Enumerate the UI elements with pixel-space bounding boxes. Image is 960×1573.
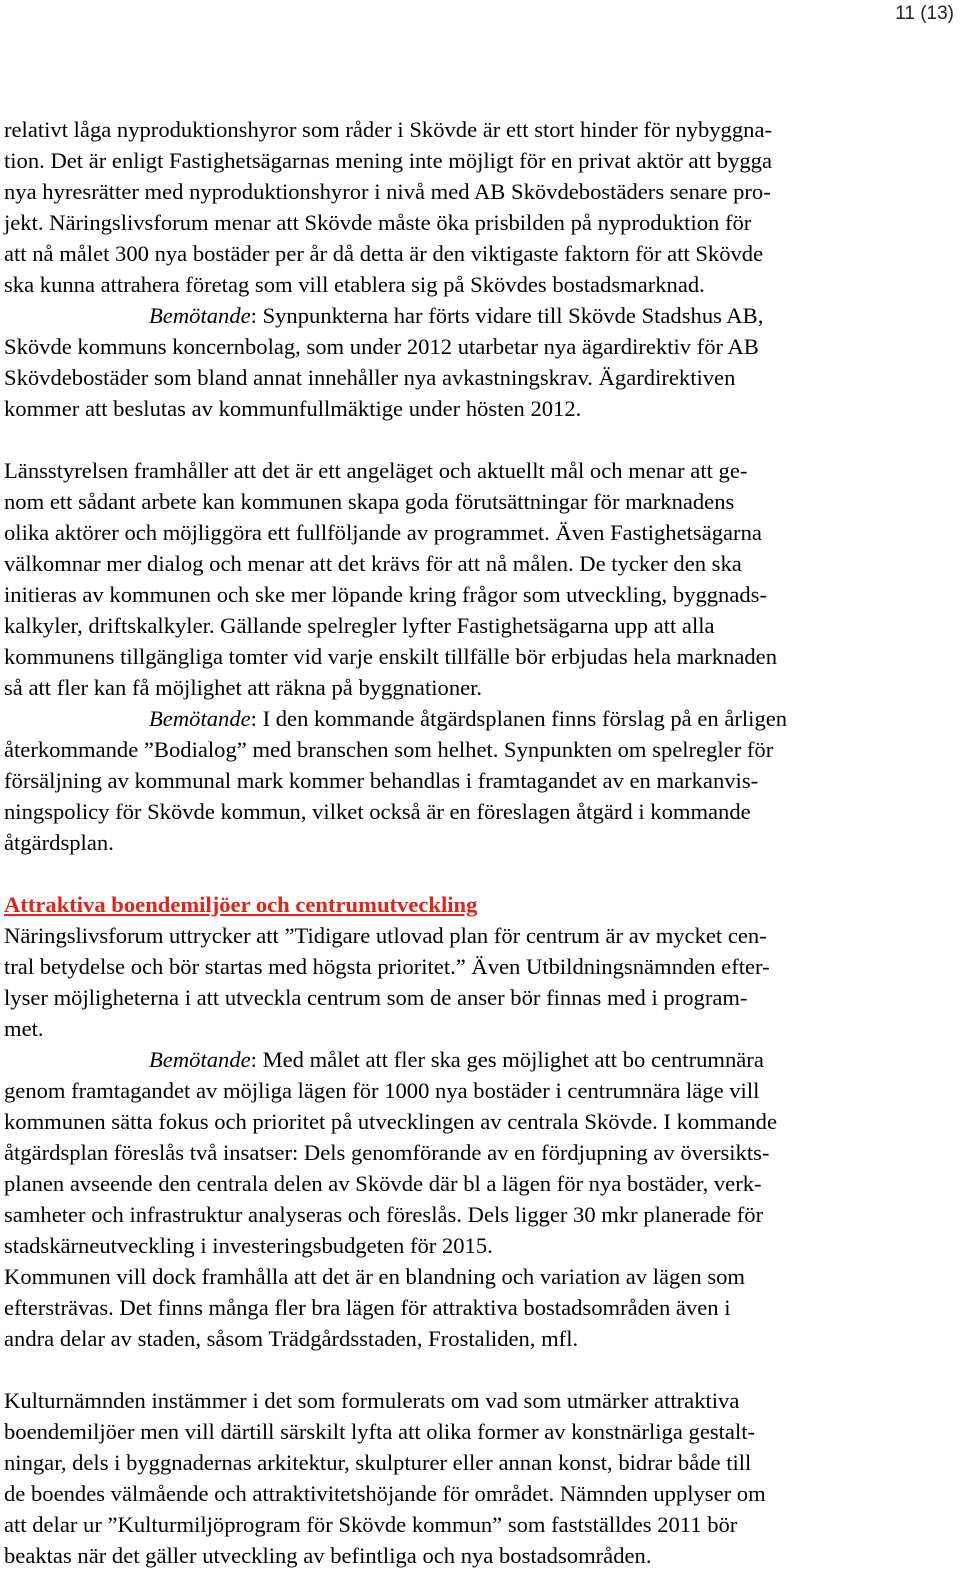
text-line: samheter och infrastruktur analyseras och föreslås. Dels ligger 30 mkr planerade för (4, 1202, 764, 1227)
text-line (4, 1044, 954, 1075)
paragraph-housing-rents (4, 114, 954, 300)
text-line: välkomnar mer dialog och menar att det krävs för att nå målen. De tycker den ska (4, 551, 742, 576)
response-paragraph-2 (4, 703, 954, 858)
text-line: boendemiljöer men vill därtill särskilt lyfta att olika former av konstnärliga gestalt- (4, 1419, 756, 1444)
text-line: ningar, dels i byggnadernas arkitektur, skulpturer eller annan konst, bidrar både till (4, 1450, 752, 1475)
text-line: tral betydelse och bör startas med högsta prioritet.” Även Utbildningsnämnden efter- (4, 954, 770, 979)
text-line: att nå målet 300 nya bostäder per år då detta är den viktigaste faktorn för att Skövde (4, 241, 764, 266)
text-line: att delar ur ”Kulturmiljöprogram för Skövde kommun” som fastställdes 2011 bör (4, 1512, 738, 1537)
document-body (4, 114, 954, 1571)
text-line: Näringslivsforum uttrycker att ”Tidigare utlovad plan för centrum är av mycket cen- (4, 923, 767, 948)
text-line: genom framtagandet av möjliga lägen för 1000 nya bostäder i centrumnära läge vill (4, 1078, 760, 1103)
text-line: Skövdebostäder som bland annat innehåller nya avkastningskrav. Ägardirektiven (4, 365, 736, 390)
response-label: Bemötande (149, 1047, 251, 1072)
paragraph-gap (4, 424, 954, 455)
text-line: planen avseende den centrala delen av Skövde där bl a lägen för nya bostäder, verk- (4, 1171, 762, 1196)
text-line: åtgärdsplan föreslås två insatser: Dels genomförande av en fördjupning av översikts- (4, 1140, 770, 1165)
text-line: eftersträvas. Det finns många fler bra lägen för attraktiva bostadsområden även i (4, 1295, 731, 1320)
text-line: lyser möjligheterna i att utveckla centrum som de anser bör finnas med i program- (4, 985, 748, 1010)
text-line: tion. Det är enligt Fastighetsägarnas mening inte möjligt för en privat aktör att bygga (4, 148, 772, 173)
text-line: ska kunna attrahera företag som vill etablera sig på Skövdes bostadsmarknad. (4, 272, 705, 297)
text-line: initieras av kommunen och ske mer löpande kring frågor som utveckling, byggnads- (4, 582, 767, 607)
text-line: beaktas när det gäller utveckling av befintliga och nya bostadsområden. (4, 1543, 652, 1568)
text-line: Kommunen vill dock framhålla att det är en blandning och variation av lägen som (4, 1264, 745, 1289)
response-paragraph-1 (4, 300, 954, 424)
text-line: försäljning av kommunal mark kommer behandlas i framtagandet av en markanvis- (4, 768, 759, 793)
section-heading: Attraktiva boendemiljöer och centrumutveckling (4, 892, 478, 917)
text-line: de boendes välmående och attraktivitetshöjande för området. Nämnden upplyser om (4, 1481, 766, 1506)
paragraph-kulturnamnden (4, 1385, 954, 1571)
text-line: Skövde kommuns koncernbolag, som under 2012 utarbetar nya ägardirektiv för AB (4, 334, 759, 359)
response-text: : I den kommande åtgärdsplanen finns förslag på en årligen (250, 706, 788, 731)
text-line: kommunens tillgängliga tomter vid varje enskilt tillfälle bör erbjudas hela marknaden (4, 644, 777, 669)
page-number: 11 (13) (895, 3, 954, 24)
text-line: återkommande ”Bodialog” med branschen som helhet. Synpunkten om spelregler för (4, 737, 774, 762)
text-line (4, 300, 954, 331)
text-line: nom ett sådant arbete kan kommunen skapa goda förutsättningar för marknadens (4, 489, 735, 514)
paragraph-gap (4, 858, 954, 889)
text-line: kalkyler, driftskalkyler. Gällande spelregler lyfter Fastighetsägarna upp att alla (4, 613, 715, 638)
text-line (4, 703, 954, 734)
response-label: Bemötande (149, 303, 251, 328)
paragraph-lansstyrelsen (4, 455, 954, 703)
text-line: nya hyresrätter med nyproduktionshyror i nivå med AB Skövdebostäders senare pro- (4, 179, 771, 204)
text-line: kommunen sätta fokus och prioritet på utvecklingen av centrala Skövde. I kommande (4, 1109, 777, 1134)
text-line: stadskärneutveckling i investeringsbudgeten för 2015. (4, 1233, 493, 1258)
text-line: andra delar av staden, såsom Trädgårdsstaden, Frostaliden, mfl. (4, 1326, 579, 1351)
text-line: Kulturnämnden instämmer i det som formulerats om vad som utmärker attraktiva (4, 1388, 740, 1413)
text-line: ningspolicy för Skövde kommun, vilket också är en föreslagen åtgärd i kommande (4, 799, 751, 824)
text-line: åtgärdsplan. (4, 830, 114, 855)
text-line: jekt. Näringslivsforum menar att Skövde måste öka prisbilden på nyproduktion för (4, 210, 752, 235)
paragraph-gap (4, 1354, 954, 1385)
paragraph-naringslivsforum (4, 920, 954, 1044)
text-line: olika aktörer och möjliggöra ett fullföljande av programmet. Även Fastighetsägarna (4, 520, 762, 545)
response-text: : Med målet att fler ska ges möjlighet att bo centrumnära (250, 1047, 764, 1072)
text-line: så att fler kan få möjlighet att räkna på byggnationer. (4, 675, 483, 700)
text-line: Länsstyrelsen framhåller att det är ett angeläget och aktuellt mål och menar att ge- (4, 458, 748, 483)
text-line: met. (4, 1016, 44, 1041)
response-text: : Synpunkterna har förts vidare till Skövde Stadshus AB, (250, 303, 764, 328)
text-line: relativt låga nyproduktionshyror som råder i Skövde är ett stort hinder för nybyggna- (4, 117, 772, 142)
response-label: Bemötande (149, 706, 251, 731)
text-line: kommer att beslutas av kommunfullmäktige under hösten 2012. (4, 396, 582, 421)
response-paragraph-3 (4, 1044, 954, 1354)
